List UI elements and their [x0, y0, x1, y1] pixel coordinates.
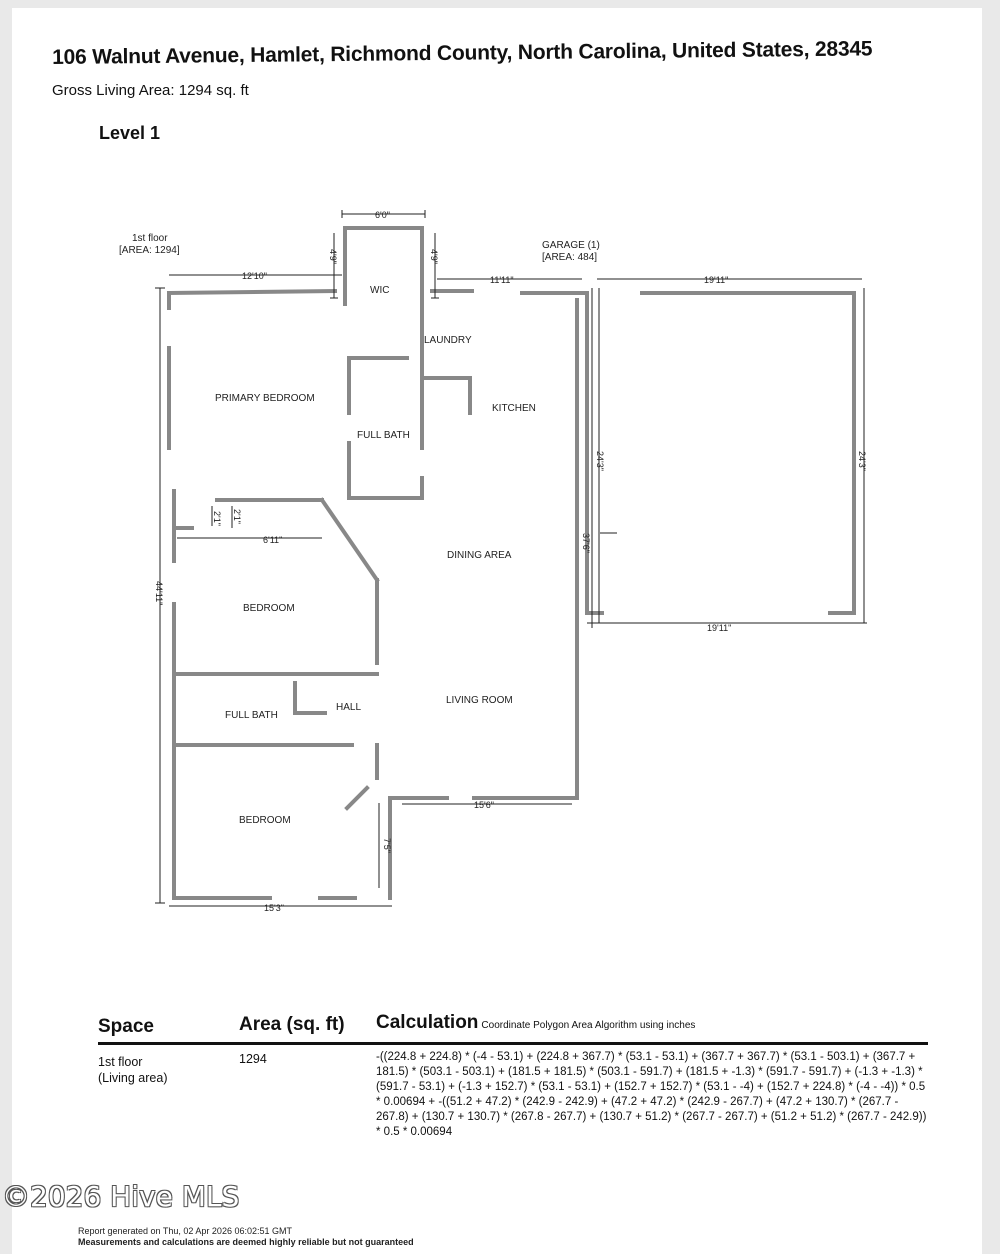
dim-top-left-span: 12'10": [242, 271, 267, 281]
room-living-room: LIVING ROOM: [446, 695, 513, 706]
level-title: Level 1: [99, 123, 161, 143]
space-name: 1st floor: [98, 1055, 143, 1069]
garage-name: GARAGE (1): [542, 240, 600, 251]
table-row-calculation: -((224.8 + 224.8) * (-4 - 53.1) + (224.8 + 367.7) * (53.1 - 53.1) + (367.7 + 367.7) * (53.1 - 503.1) + (367.7 + 181.5) * (503.1 - 503.1) + (181.5 + 181.5) * (503.1 - 591.7) + (181.5 + -1.3) * (591.7 - 591.7) + (-1.3 + -1.3) * (591.7 - 53.1) + (-1.3 + 152.7) * (53.1 - 53.1) + (152.7 + 152.7) * (53.1 - -4) + (152.7 + 224.8) * (-4 - -4)) * 0.5 * 0.00694 + -((51.2 + 47.2) * (242.9 - 242.9) + (47.2 + 47.2) * (242.9 - 267.7) + (47.2 + 130.7) * (267.7 - 267.8) + (130.7 + 130.7) * (267.8 - 267.7) + (130.7 + 51.2) * (267.7 - 267.7) + (51.2 + 51.2) * (267.7 - 242.9)) * 0.5 * 0.00694: [376, 1051, 927, 1138]
dim-wic-width: 6'0": [375, 210, 390, 220]
dim-closet-width: 6'11": [263, 535, 283, 545]
dim-top-mid-span: 11'11": [490, 275, 514, 285]
dim-bottom-span: 15'3": [264, 903, 284, 913]
report-sheet: [12, 8, 982, 1254]
first-floor-area: [AREA: 1294]: [119, 245, 180, 256]
room-primary-bedroom: PRIMARY BEDROOM: [215, 393, 315, 404]
dim-wic-right-depth: 4'9": [429, 249, 439, 264]
dim-wic-left-depth: 4'9": [328, 249, 338, 264]
room-full-bath-lower: FULL BATH: [225, 710, 278, 721]
room-laundry: LAUNDRY: [424, 335, 472, 346]
dim-bedroom-right-depth: 7'5": [382, 838, 392, 853]
table-row-space: [98, 1054, 228, 1086]
gross-living-area: Gross Living Area: 1294 sq. ft: [52, 82, 249, 99]
header-calculation-label: Calculation: [376, 1012, 479, 1033]
dim-closet-depth-b: 2'1": [232, 509, 242, 524]
report-generated: Report generated on Thu, 02 Apr 2026 06:02:51 GMT: [78, 1226, 292, 1236]
header-area: Area (sq. ft): [239, 1014, 345, 1035]
copyright-watermark: ©2026 Hive MLS: [2, 1180, 240, 1213]
garage-walls: [587, 293, 854, 613]
disclaimer: Measurements and calculations are deemed highly reliable but not guaranteed: [78, 1237, 414, 1247]
dim-garage-left-depth: 24'3": [595, 451, 605, 471]
table-row-area: 1294: [239, 1052, 267, 1066]
room-hall: HALL: [336, 702, 362, 713]
dim-house-right-depth: 37'6": [581, 533, 591, 553]
header-rule: [98, 1042, 928, 1045]
header-calculation: [376, 1012, 695, 1034]
property-address: 106 Walnut Avenue, Hamlet, Richmond County, North Carolina, United States, 28345: [52, 37, 873, 69]
room-bedroom-lower: BEDROOM: [239, 815, 291, 826]
space-type: (Living area): [98, 1071, 168, 1085]
dim-house-left-depth: 44'11": [154, 581, 164, 606]
floor-plan: [12, 8, 982, 1008]
room-full-bath-upper: FULL BATH: [357, 430, 410, 441]
room-dining-area: DINING AREA: [447, 550, 512, 561]
dim-garage-bottom-span: 19'11": [707, 623, 732, 633]
dim-garage-right-depth: 24'3": [857, 451, 867, 471]
header-space: Space: [98, 1016, 154, 1037]
room-bedroom-middle: BEDROOM: [243, 603, 295, 614]
dim-living-bottom-span: 15'6": [474, 800, 494, 810]
first-floor-name: 1st floor: [132, 233, 168, 244]
dim-closet-depth-a: 2'1": [212, 511, 222, 526]
garage-area: [AREA: 484]: [542, 252, 598, 263]
room-wic: WIC: [370, 285, 390, 296]
room-kitchen: KITCHEN: [492, 403, 536, 414]
header-calculation-method: Coordinate Polygon Area Algorithm using inches: [481, 1020, 696, 1031]
dim-garage-top-span: 19'11": [704, 275, 729, 285]
